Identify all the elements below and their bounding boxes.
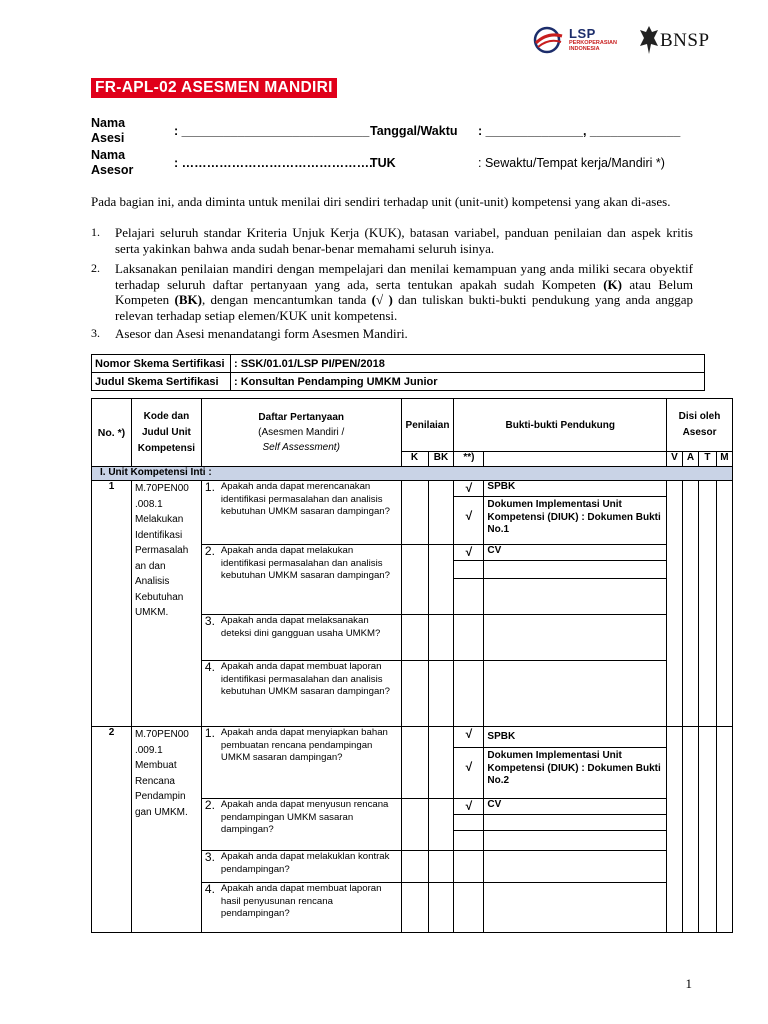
- bk-checkbox[interactable]: [428, 851, 454, 883]
- unit-no: 1: [92, 481, 132, 727]
- evidence-check: √: [465, 509, 473, 523]
- t-cell[interactable]: [698, 727, 716, 933]
- a-cell[interactable]: [683, 481, 699, 727]
- t-cell[interactable]: [698, 481, 716, 727]
- question: 3. Apakah anda dapat melaksanakan deteksi dini gangguan usaha UMKM?: [201, 615, 401, 661]
- header-penilaian: Penilaian: [401, 399, 454, 452]
- evidence-cell: [484, 661, 667, 727]
- question: 2. Apakah anda dapat menyusun rencana pendampingan UMKM sasaran dampingan?: [201, 799, 401, 851]
- evidence-cell: [484, 799, 667, 851]
- evidence-text: Dokumen Implementasi Unit Kompetensi (DIUK) : Dokumen Bukti No.2: [487, 750, 661, 786]
- k-checkbox[interactable]: [401, 851, 428, 883]
- evidence-check-cell: [454, 545, 484, 615]
- evidence-check: √: [465, 760, 473, 774]
- bk-checkbox[interactable]: [428, 615, 454, 661]
- tanggal-label: Tanggal/Waktu: [370, 124, 458, 138]
- bk-checkbox[interactable]: [428, 727, 454, 799]
- lsp-logo-subtext: PERKOPERASIAN INDONESIA: [569, 40, 617, 52]
- bk-checkbox[interactable]: [428, 799, 454, 851]
- evidence-cell: [484, 545, 667, 615]
- instruction-num: 2.: [91, 261, 100, 275]
- nama-asesi-field[interactable]: : ___________________________: [174, 124, 370, 138]
- instruction-item: [91, 225, 693, 256]
- header-bk: BK: [428, 452, 454, 467]
- unit-kode: M.70PEN00 .008.1 Melakukan Identifikasi Permasalah an dan Analisis Kebutuhan UMKM.: [131, 481, 201, 727]
- v-cell[interactable]: [667, 481, 683, 727]
- header-bukti: Bukti-bukti Pendukung: [454, 399, 667, 452]
- evidence-check-cell: [454, 883, 484, 933]
- header-bukti-blank: [484, 452, 667, 467]
- question: 2. Apakah anda dapat melakukan identifikasi permasalahan dan analisis kebutuhan UMKM sasaran dampingan?: [201, 545, 401, 615]
- evidence-text: SPBK: [484, 727, 666, 748]
- evidence-check: √: [454, 727, 483, 748]
- header-daftar: Daftar Pertanyaan (Asesmen Mandiri / Self Assessment): [201, 399, 401, 467]
- instruction-item: [91, 261, 693, 323]
- question: 4. Apakah anda dapat membuat laporan identifikasi permasalahan dan analisis kebutuhan UMKM sasaran dampingan?: [201, 661, 401, 727]
- assessment-table: [91, 398, 733, 933]
- evidence-text: Dokumen Implementasi Unit Kompetensi (DIUK) : Dokumen Bukti No.1: [487, 499, 661, 535]
- instruction-item: [91, 326, 693, 342]
- evidence-text: CV: [484, 545, 666, 561]
- question: 1. Apakah anda dapat menyiapkan bahan pembuatan rencana pendampingan UMKM sasaran dampingan?: [201, 727, 401, 799]
- k-checkbox[interactable]: [401, 799, 428, 851]
- evidence-check-cell: [454, 481, 484, 545]
- lsp-logo: [533, 24, 633, 56]
- header-t: T: [698, 452, 716, 467]
- header-kode: Kode dan Judul Unit Kompetensi: [131, 399, 201, 467]
- evidence-check-cell: [454, 727, 484, 799]
- evidence-text: CV: [484, 799, 666, 815]
- v-cell[interactable]: [667, 727, 683, 933]
- evidence-cell: [484, 727, 667, 799]
- header-v: V: [667, 452, 683, 467]
- evidence-text: SPBK: [484, 481, 666, 497]
- m-cell[interactable]: [716, 481, 732, 727]
- judul-skema-label: Judul Skema Sertifikasi: [92, 373, 231, 391]
- bnsp-logo-text: BNSP: [660, 30, 710, 51]
- instruction-num: 1.: [91, 225, 100, 239]
- nomor-skema-label: Nomor Skema Sertifikasi: [92, 355, 231, 373]
- evidence-check-cell: [454, 615, 484, 661]
- evidence-check-cell: [454, 661, 484, 727]
- page-number: 1: [685, 976, 692, 991]
- k-checkbox[interactable]: [401, 545, 428, 615]
- nama-asesi-label: Nama Asesi: [91, 116, 126, 145]
- instruction-text: Pelajari seluruh standar Kriteria Unjuk Kerja (KUK), batasan variabel, panduan penilaian dan aspek kritis serta yakinkan bahwa anda sudah benar-benar memahami seluruh isinya.: [115, 225, 693, 256]
- tanggal-field[interactable]: : ______________, _____________: [478, 124, 681, 138]
- instruction-text: Laksanakan penilaian mandiri dengan mempelajari dan menilai kemampuan yang anda miliki secara obyektif terhadap seluruh daftar pertanyaan yang ada, serta tentukan apakah sudah Kompeten (K) atau Belum Kompeten (BK), dengan mencantumkan tanda (√ ) dan tuliskan bukti-bukti pendukung yang anda anggap relevan terhadap setiap elemen/KUK unit kompetensi.: [115, 261, 694, 323]
- evidence-cell: [484, 481, 667, 545]
- evidence-check-cell: [454, 799, 484, 851]
- judul-skema-value: : Konsultan Pendamping UMKM Junior: [231, 373, 705, 391]
- header-disi: Disi oleh Asesor: [667, 399, 733, 452]
- instruction-text: Asesor dan Asesi menandatangi form Asesmen Mandiri.: [115, 326, 408, 341]
- instructions-intro: Pada bagian ini, anda diminta untuk menilai diri sendiri terhadap unit (unit-unit) kompetensi yang akan di-ases.: [91, 194, 671, 209]
- k-checkbox[interactable]: [401, 615, 428, 661]
- tuk-field[interactable]: : Sewaktu/Tempat kerja/Mandiri *): [478, 156, 665, 170]
- evidence-check: √: [454, 799, 483, 815]
- question: 3. Apakah anda dapat melakuklan kontrak pendampingan?: [201, 851, 401, 883]
- unit-kode: M.70PEN00 .009.1 Membuat Rencana Pendampin gan UMKM.: [131, 727, 201, 933]
- question: 4. Apakah anda dapat membuat laporan hasil penyusunan rencana pendampingan?: [201, 883, 401, 933]
- k-checkbox[interactable]: [401, 727, 428, 799]
- evidence-check: √: [454, 481, 483, 497]
- bnsp-logo: [638, 22, 742, 58]
- unit-no: 2: [92, 727, 132, 933]
- nama-asesor-label: Nama Asesor: [91, 148, 134, 177]
- bk-checkbox[interactable]: [428, 481, 454, 545]
- lsp-logo-text: LSP: [569, 26, 596, 41]
- evidence-cell: [484, 615, 667, 661]
- k-checkbox[interactable]: [401, 661, 428, 727]
- evidence-cell: [484, 883, 667, 933]
- evidence-check: √: [454, 545, 483, 561]
- section-label: I. Unit Kompetensi Inti :: [92, 467, 733, 481]
- question: 1. Apakah anda dapat merencanakan identifikasi permasalahan dan analisis kebutuhan UMKM sasaran dampingan?: [201, 481, 401, 545]
- m-cell[interactable]: [716, 727, 732, 933]
- a-cell[interactable]: [683, 727, 699, 933]
- nama-asesor-field[interactable]: : ……………………………………….: [174, 156, 373, 170]
- evidence-cell: [484, 851, 667, 883]
- header-m: M: [716, 452, 732, 467]
- lsp-emblem-icon: [533, 26, 565, 54]
- k-checkbox[interactable]: [401, 883, 428, 933]
- garuda-icon: [638, 24, 660, 56]
- evidence-check-cell: [454, 851, 484, 883]
- header-k: K: [401, 452, 428, 467]
- bk-checkbox[interactable]: [428, 883, 454, 933]
- nomor-skema-value: : SSK/01.01/LSP PI/PEN/2018: [231, 355, 705, 373]
- form-title: FR-APL-02 ASESMEN MANDIRI: [91, 78, 337, 98]
- header-star: **): [454, 452, 484, 467]
- header-no: No. *): [92, 399, 132, 467]
- bk-checkbox[interactable]: [428, 661, 454, 727]
- skema-table: [91, 354, 705, 391]
- bk-checkbox[interactable]: [428, 545, 454, 615]
- header-a: A: [683, 452, 699, 467]
- instruction-num: 3.: [91, 326, 100, 340]
- tuk-label: TUK: [370, 156, 396, 170]
- k-checkbox[interactable]: [401, 481, 428, 545]
